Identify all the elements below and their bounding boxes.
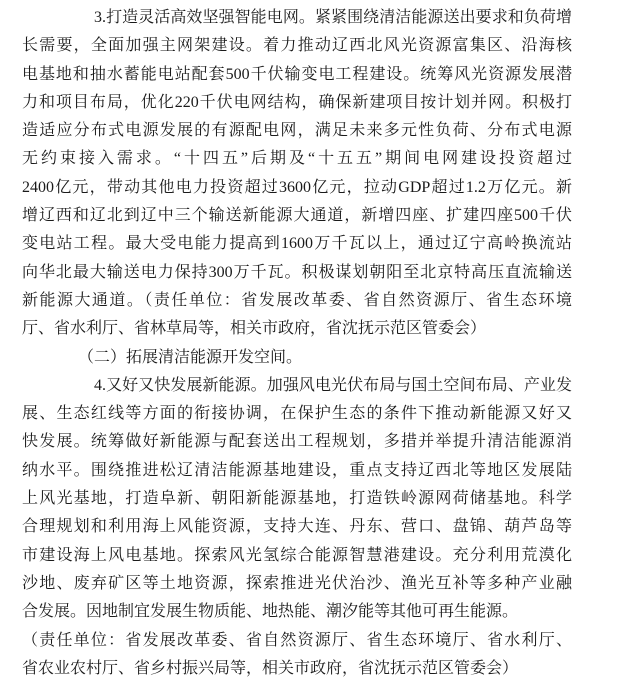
text-line: 无约束接入需求。“十四五”后期及“十五五”期间电网建设投资超过: [22, 150, 572, 168]
text-line: 力和项目布局，优化220千伏电网结构，确保新建项目按计划并网。积极打: [22, 93, 572, 111]
text-line: 厅、省水利厅、省林草局等，相关市政府，省沈抚示范区管委会）: [22, 320, 487, 338]
text-line: 上风光基地，打造阜新、朝阳新能源基地，打造铁岭源网荷储基地。科学: [22, 490, 572, 508]
text-line: 快发展。统筹做好新能源与配套送出工程规划，多措并举提升清洁能源消: [22, 433, 572, 451]
text-line: 3.打造灵活高效坚强智能电网。紧紧围绕清洁能源送出要求和负荷增: [94, 9, 572, 26]
text-line: 省农业农村厅、省乡村振兴局等，相关市政府，省沈抚示范区管委会）: [22, 659, 519, 677]
text-line: 长需要，全面加强主网架建设。着力推动辽西北风光资源富集区、沿海核: [22, 37, 572, 55]
text-line: 4.又好又快发展新能源。加强风电光伏布局与国土空间布局、产业发: [94, 376, 572, 394]
text-line: 变电站工程。最大受电能力提高到1600万千瓦以上，通过辽宁高岭换流站: [22, 235, 572, 253]
text-line: 电基地和抽水蓄能电站配套500千伏输变电工程建设。统筹风光资源发展潜: [22, 65, 572, 83]
text-line: 沙地、废弃矿区等土地资源，探索推进光伏治沙、渔光互补等多种产业融: [22, 574, 572, 592]
text-line: 展、生态红线等方面的衔接协调，在保护生态的条件下推动新能源又好又: [22, 405, 572, 423]
section-heading: [22, 344, 572, 372]
text-line: 市建设海上风电基地。探索风光氢综合能源智慧港建设。充分利用荒漠化: [22, 546, 572, 564]
paragraph-item-4-new-energy: [22, 372, 572, 627]
text-line: 纳水平。围绕推进松辽清洁能源基地建设，重点支持辽西北等地区发展陆: [22, 461, 572, 479]
paragraph-item-3-smart-grid: [22, 4, 572, 344]
text-line: 向华北最大输送电力保持300万千瓦。积极谋划朝阳至北京特高压直流输送: [22, 263, 572, 281]
paragraph-responsible-units: [22, 627, 572, 684]
text-line: 新能源大通道。（责任单位：省发展改革委、省自然资源厅、省生态环境: [22, 291, 572, 309]
text-line: 合理规划和利用海上风能资源，支持大连、丹东、营口、盘锦、葫芦岛等: [22, 518, 572, 536]
text-line: （责任单位：省发展改革委、省自然资源厅、省生态环境厅、省水利厅、: [22, 631, 572, 649]
section-heading-line: （二）拓展清洁能源开发空间。: [78, 348, 303, 366]
text-line: 2400亿元，带动其他电力投资超过3600亿元，拉动GDP超过1.2万亿元。新: [22, 178, 572, 196]
text-line: 增辽西和辽北到辽中三个输送新能源大通道，新增四座、扩建四座500千伏: [22, 207, 572, 225]
text-line: 合发展。因地制宜发展生物质能、地热能、潮汐能等其他可再生能源。: [22, 603, 519, 621]
text-line: 造适应分布式电源发展的有源配电网，满足未来多元性负荷、分布式电源: [22, 122, 572, 140]
